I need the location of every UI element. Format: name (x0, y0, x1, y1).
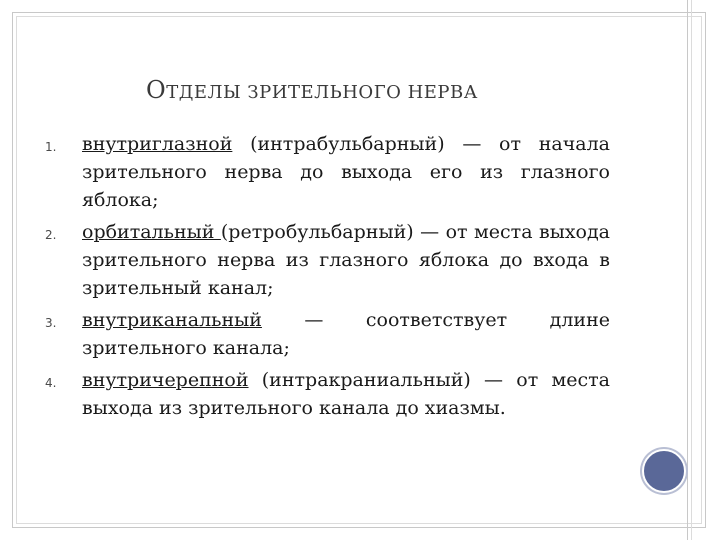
slide-title-initial: О (146, 76, 167, 104)
list-item-term: орбитальный (82, 221, 221, 243)
list-item-description: (интрабульбарный) — от начала зрительного нерва до выхода его из глазного яблока; (82, 133, 610, 211)
list-item-number: 1. (45, 140, 57, 154)
list-item-term: внутриканальный (82, 309, 262, 331)
optic-nerve-sections-list (45, 130, 610, 426)
side-rule (687, 0, 688, 540)
list-item-description: — соответствует длине зрительного канала; (82, 309, 610, 359)
list-item (45, 306, 610, 362)
list-item-description: (интракраниальный) — от места выхода из зрительного канала до хиазмы. (82, 369, 610, 419)
list-item-term: внутриглазной (82, 133, 233, 155)
list-item (45, 130, 610, 214)
list-item (45, 366, 610, 422)
list-item-term: внутричерепной (82, 369, 249, 391)
slide-title (146, 76, 478, 104)
list-item-number: 4. (45, 376, 57, 390)
list-item-description: (ретробульбарный) — от места выхода зрительного нерва из глазного яблока до входа в зрительный канал; (82, 221, 610, 299)
slide-title-rest: ТДЕЛЫ ЗРИТЕЛЬНОГО НЕРВА (166, 82, 478, 103)
side-rule-secondary (691, 0, 692, 540)
decorative-circle-icon (642, 449, 686, 493)
list-item-number: 3. (45, 316, 57, 330)
list-item (45, 218, 610, 302)
list-item-number: 2. (45, 228, 57, 242)
